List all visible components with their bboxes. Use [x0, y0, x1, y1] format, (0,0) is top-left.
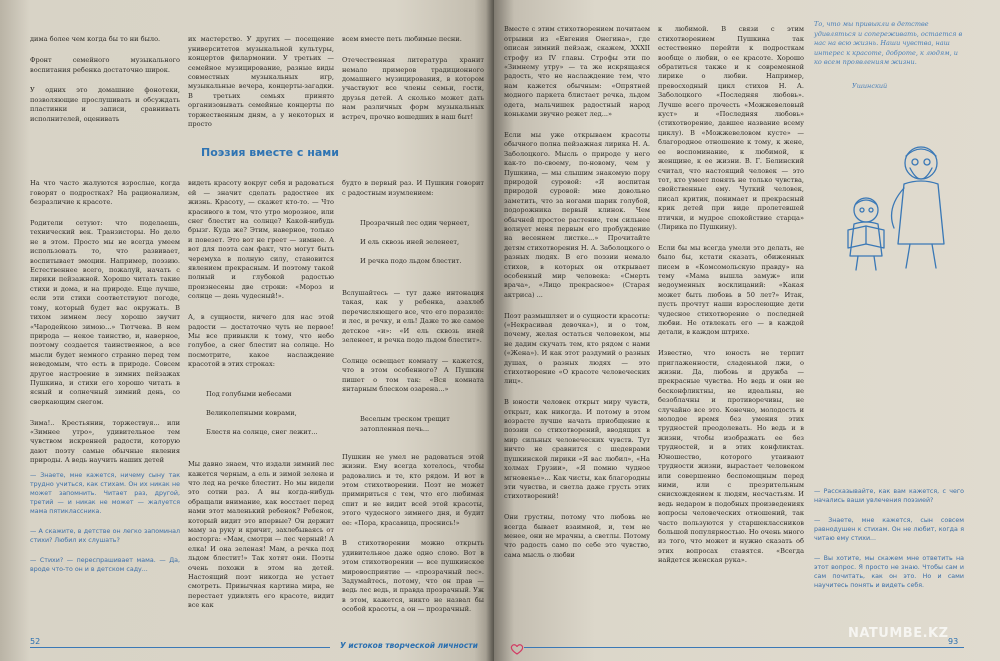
- paragraph: Зима!.. Крестьянин, торжествуя... или «Зимнее утро», удивительное тем чувством искренней радости, которую дают поэту самые обычные явления природы. А ведь научить наших детей: [30, 418, 180, 465]
- dialog-line: — Знаете, мне кажется, сын совсем равнодушен к стихам. Он не любит, когда я читаю ему стихи...: [814, 517, 964, 542]
- dialog-line: — Стихи? — переспрашивает мама. — Да, вроде что-то он и в детском саду...: [30, 557, 180, 573]
- poem-excerpt: [342, 406, 484, 444]
- left-dialog-box: [30, 462, 180, 622]
- paragraph: Известно, что юность не терпит приглаженности, сладенькой лжи, о жизни. Да, любовь и дружба — прекрасные чувства. Но ведь и они не бесконфликтны, не идеальны, не безоблачны и противоречивы, не случайно все это. Конечно, молодость и молодое время без умения этих трудностей преодолевать. Но ведь и в жизни, чтобы изображать ее без трудностей, и в этих конфликтах. Юношество, которого утаивают трудности жизни, вырастает человеком или совершенно беспомощным перед ними, или с презрительным снисхождением к людям, несчастьям. И ведь недаром в подобных произведениях вопросы человеческих отношений, так часто пользуются у старшеклассников большой популярностью. Но очень много из того, что может и нужно сказать об этих вопросах ставятся. «Всегда найдется женская рука».: [658, 349, 804, 565]
- paragraph: Солнце освещает комнату — кажется, что в этом особенного? А Пушкин пишет о том так: «Вся комната янтарным блеском озарена...»: [342, 356, 484, 393]
- left-col2-body: [188, 170, 334, 622]
- right-col1: [504, 16, 650, 630]
- reading-illustration: [826, 118, 976, 278]
- dialog-line: — Рассказывайте, как вам кажется, с чего начались ваши увлечения поэзией?: [814, 488, 964, 504]
- right-page: [494, 0, 1000, 661]
- paragraph: дима более чем когда бы то ни было.: [30, 35, 161, 44]
- left-page: [0, 0, 494, 661]
- poem-line: Прозрачный лес один чернеет,: [360, 219, 470, 228]
- poem-line: Под голубыми небесами: [206, 390, 292, 399]
- paragraph: Пушкин не умел не радоваться этой жизни. Ему всегда хотелось, чтобы радовались и те, кто рядом. И вот в этом стихотворении. Поэт не может примириться с тем, что его любимая спит и не видит всей этой красоты, этого чудесного зимнего дня, и будит ее: «Пора, красавица, проснись!»: [342, 452, 484, 527]
- footer-rule: [30, 647, 330, 648]
- left-col1-top: [30, 26, 180, 146]
- paragraph: А, в сущности, ничего для нас этой радости — достаточно чуть не первое! Мы все привыкли к тому, что небо голубое, а снег блестит на солнце. Но посмотрите, какое наслаждение красотой в этих строках:: [188, 313, 334, 369]
- poem-line: Веселым треском трещит затопленная печь...: [360, 415, 450, 433]
- dialog-line: — А скажите, в детстве он легко запоминал стихи? Любил их слушать?: [30, 528, 180, 544]
- paragraph: видеть красоту вокруг себя и радоваться ей — значит сделать радостнее их жизнь. Красоту, — скажет кто-то. — Что красивого в том, что утро морозное, или снег блестит на солнце? Какой-нибудь брызг. Куда же? Этим, наверное, только и повезет. Это вот не греет — зимнее. А вот для поэта сам факт, что могут быть черемуха в полную силу, становится явлением прекрасным. И поэтому такой полный и глубокой радостью произнесены две строки: «Мороз и солнце — день чудесный!».: [188, 179, 334, 301]
- grandfather-body: [898, 181, 944, 244]
- footer-rule: [524, 647, 964, 648]
- dialog-line: — Вы хотите, мы скажем мне ответить на этот вопрос. Я просто не знаю. Чтобы сам и сам почитать, как он это. Но и сами научитесь понять и видеть себя.: [814, 555, 964, 589]
- poem-line: Великолепными коврами,: [206, 409, 297, 418]
- poem-line: И речка подо льдом блестит.: [360, 256, 462, 265]
- paragraph: Фронт семейного музыкального воспитания ребенка достаточно широк.: [30, 56, 180, 74]
- poem-excerpt: [342, 210, 484, 276]
- poem-excerpt: [188, 381, 334, 447]
- paragraph: На что часто жалуются взрослые, когда говорят о подростках? На рационализм, безразличие к красоте.: [30, 179, 180, 207]
- running-title: У истоков творческой личности: [340, 641, 478, 650]
- epigraph-quote: То, что мы привыкли в детстве удивляться и сопереживать, остается в нас на всю жизнь. Наши чувства, наш интерес к красоте, доброте, к людям, и ко всем проявлениям жизни.: [814, 20, 963, 67]
- page-number-left: 52: [30, 637, 41, 646]
- paragraph: В юности человек открыт миру чувств, открыт, как никогда. И потому в этом возрасте лучше начать приобщение к поэзии со стихотворений, вводящих в мир сильных человеческих чувств. Тут ничто не сравнится с шедеврами пушкинской лирики «Я вас любил», «На холмах Грузии», «Я помню чудное мгновенье»... Как чисты, как благородны эти чувства, и светла даже грусть этих стихотворений!: [504, 398, 650, 501]
- left-col3-top: [342, 26, 484, 136]
- paragraph: будто в первый раз. И Пушкин говорит с радостным изумлением:: [342, 179, 484, 197]
- publisher-logo-icon: [510, 643, 524, 655]
- paragraph: Мы давно знаем, что издали зимний лес кажется черным, а ель и зимой зелена и что лед на речке блестит. Но мы видели это сотни раз. А вы когда-нибудь обращали внимание, как восстает перед нами этот маленький ребенок? Ребенок, который видит это впервые? Он держит маму за руку и кричит, захлебываясь от восторга: «Мам, смотри — лес черный! А елка! И она зеленая! Мам, а речка под льдом блестит!» Так хотят они. Поэты очень похожи в этом на детей. Настоящий поэт никогда не устает смотреть. Привычная картина мира, не перестает удивлять его красоте, видит все как: [188, 460, 334, 610]
- paragraph: Если мы уже открываем красоты обычного полна пейзажная лирика Н. А. Заболоцкого. Мысль о природе у него как-то по-своему, по-новому, чем у Пушкина, — мы слышим знакомую пору природой суровой: «Я воспитан природой суровой: мне довольно заметить, что за ногами шарик голубой, подорожника первый клинок. Чем обычней простое растение, тем сильнее волнует меня первым его пробуждение на весеннем листке...» Прочитайте детям стихотворения Н. А. Заболоцкого о разных людях. В его поэзии немало стихов, в которых он открывает особенный мир человека: «Смерть врача», «Лицо прекрасное» (Старая актриса) ...: [504, 130, 651, 299]
- paragraph: всем вместе петь любимые песни.: [342, 35, 462, 44]
- paragraph: В стихотворении можно открыть удивительное даже одно слово. Вот в этом стихотворении — все пушкинское мировосприятие — «прозрачный лес». Задумайтесь, потому, что он прав — ведь лес ведь, и правда прозрачный. Уж в этом, кажется, никто не назвал бы особой красоты, а он — прозрачный.: [342, 539, 484, 614]
- paragraph: У одних это домашние фонотеки, позволяющие прослушивать и обсуждать пластинки и записи, сравнивать исполнителей, оценивать: [30, 86, 180, 123]
- dialog-line: — Знаете, мне кажется, ничему сыну так трудно учиться, как стихам. Он их никак не может запомнить. Читает раз, другой, третий — и никак не может — жалуется мама пятиклассника.: [30, 472, 180, 515]
- page-number-right: 93: [948, 637, 959, 646]
- child-head: [854, 198, 878, 222]
- paragraph: Отечественная литература хранит немало примеров традиционного домашнего музицирования, в котором участвуют все члены семьи, гости, друзья детей. А сколько может дать нам различных форм музыкальных встреч, прочно вошедших в наш быт!: [342, 56, 484, 121]
- paragraph: Вместе с этим стихотворением почитаем отрывки из «Евгения Онегина», где описан зимний пейзаж, скажем, XXXII строфу из IV главы. Строфы эти по «Зимнему утру» — та же искрящаяся радость, что не наслаждение тем, что нам кажется обычным: «Опрятней модного паркета блистает речка, льдом одета, мальчишек радостный народ коньками звучно режет лед...»: [504, 25, 650, 119]
- paragraph: их мастерство. У других — посещение университетов музыкальной культуры, концертов филармонии. У третьих — семейное музицирование, разные виды совместных музыкальных игр, музыкальные вечера, концерты-загадки. В третьих семьях принято организовывать семейные концерты по торжественным дням, а у некоторых и просто: [188, 35, 334, 129]
- watermark: NATUMBE.KZ: [848, 626, 949, 641]
- paragraph: Если бы мы всегда умели это делать, не было бы, кстати сказать, обиженных писем в «Комсомольскую правду» на тему «Мама вышла замуж» или недоуменных восклицаний: «Какая может быть любовь в 50 лет?» Итак, пусть прочтут наши взрослеющие дети чудесное стихотворение о последней любви. Не отвлекать его — в каждой детали, в каждом штрихе.: [658, 243, 804, 337]
- poem-line: Блестя на солнце, снег лежит...: [206, 427, 318, 436]
- paragraph: к любимой. В связи с этим стихотворением Пушкина так естественно перейти к подросткам вообще о любви, о ее красоте. Хорошо обратиться также и к современной лирике о любви. Например, превосходный цикл стихов Н. А. Заболоцкого «Последняя любовь». Лучше всего прочесть «Можжевеловый куст» и «Последняя любовь» (стихотворение, давшее название всему циклу). В «Можжевеловом кусте» — благородное отношение к тому, к жене, ее воспоминание, к любимой, к женщине, к ее жизни. В. Г. Белинский считал, что настоящий человек — это тот, кто умеет понять не только чувства, свойственные ему. Чуткий человек, писал критик, понимает и прекрасный крик детей при виде пролетевшей птички, и мудрое спокойствие старца» (Лирика по Пушкину).: [658, 25, 804, 231]
- left-col2-top: [188, 26, 334, 136]
- epigraph-author: Ушинский: [852, 82, 888, 90]
- left-col1-body: [30, 170, 180, 465]
- left-col3-body: [342, 170, 484, 622]
- poem-line: И ель сквозь иней зеленеет,: [360, 237, 460, 246]
- grandfather-head: [905, 147, 937, 179]
- paragraph: Вслушайтесь — тут даже интонация такая, как у ребенка, азахлеб перечисляющего все, что его поразило: и лес, и речку, и ель! Даже то же самое детское «и»: «И ель сквозь иней зеленеет, и речка подо льдом блестит».: [342, 288, 484, 344]
- right-col2: [658, 16, 804, 630]
- right-dialog-box: [814, 478, 964, 628]
- paragraph: Поэт размышляет и о сущности красоты: («Некрасивая девочка»), и о том, почему, желая остаться человеком, мы не дадим скучать тем, кто рядом с нами («Жена»). И как этот раздумий о разных душах, о разных людях — это стихотворение «О красоте человеческих лиц».: [504, 311, 650, 386]
- paragraph: Родители сетуют: что поделаешь, технический век. Транзисторы. Но дело не в этом. Просто мы не всегда умеем использовать то, что развивает, воспитывает эмоции. Например, поэзию. Естественнее всего, пожалуй, начать с лирики пейзажной. Хорошо читать такие стихи и дома, и на природе. Еще лучше, если эти стихи соответствуют погоде, тому, который будет вас окружать. В тихом зимнем лесу хорошо звучит «Чародейкою зимою...» Тютчева. В нем природа — некое таинство, и, наверное, поэтому создается таинственное, а все мысли будет немного странно перед тем неведомым, что есть в природе. Совсем другое настроение в зимних пейзажах Пушкина, и стихи его хорошо читать в ясный и солнечный зимний день, со сверкающим снегом.: [30, 219, 180, 406]
- paragraph: Они грустны, потому что любовь не всегда бывает взаимной, и, тем не менее, они не мрачны, а светлы. Потому что радость само по себе это чувство, сама мысль о любви: [504, 513, 650, 559]
- section-heading: Поэзия вместе с нами: [201, 146, 339, 159]
